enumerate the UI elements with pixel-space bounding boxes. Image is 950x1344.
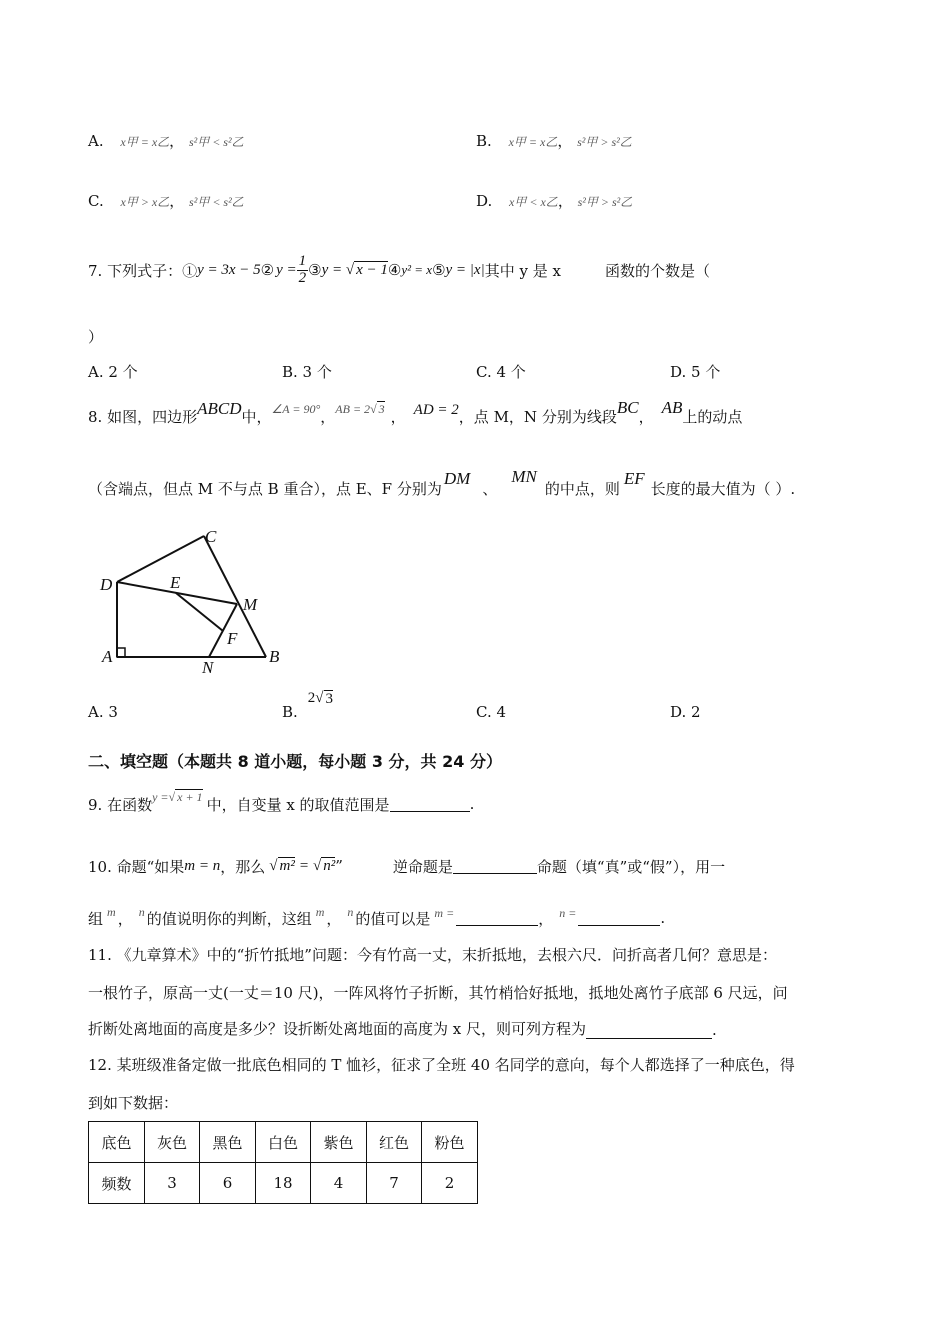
q7-option-a: A. 2 个 <box>88 363 138 381</box>
q8-option-b: B. 2 √ 3 <box>282 690 334 721</box>
table-row <box>89 1122 478 1163</box>
q10-m-value-blank[interactable] <box>456 911 538 926</box>
q9-answer-blank[interactable] <box>390 797 470 812</box>
label-n: N <box>202 658 214 677</box>
q7-option-b: B. 3 个 <box>282 363 332 381</box>
table-cell: 6 <box>200 1163 256 1204</box>
table-header-cell: 紫色 <box>311 1122 367 1163</box>
table-header-cell: 白色 <box>256 1122 311 1163</box>
q8-stem-line2: （含端点，但点 M 不与点 B 重合），点 E、F 分别为 DM 、 MN 的中点，则 EF 长度的最大值为（ ）. <box>88 467 796 498</box>
q11-line3: 折断处离地面的高度是多少？设折断处离地面的高度为 x 尺，则可列方程为 . <box>88 1020 717 1039</box>
segment-ef <box>176 593 223 631</box>
q8-option-d: D. 2 <box>670 703 701 721</box>
q6-option-a: A. x甲 = x乙， s²甲 < s²乙 <box>88 132 244 150</box>
q12-line2: 到如下数据： <box>88 1094 179 1112</box>
right-angle-mark <box>117 648 125 657</box>
table-cell: 3 <box>145 1163 200 1204</box>
q11-line1: 11. 《九章算术》中的“折竹抵地”问题：今有竹高一丈，末折抵地，去根六尺．问折高者几何？意思是： <box>88 946 777 964</box>
table-header-cell: 粉色 <box>422 1122 478 1163</box>
q8-stem-line1: 8. 如图，四边形 ABCD 中， ∠A = 90° ， AB = 2 √ 3 ， AD = 2 ，点 M，N 分别为线段 BC ， AB 上的动点 <box>88 398 743 426</box>
q12-line1: 12. 某班级准备定做一批底色相同的 T 恤衫，征求了全班 40 名同学的意向，每个人都选择了一种底色，得 <box>88 1056 795 1074</box>
table-header-cell: 灰色 <box>145 1122 200 1163</box>
label-a: A <box>102 647 113 666</box>
table-cell: 频数 <box>89 1163 145 1204</box>
q7-option-d: D. 5 个 <box>670 363 721 381</box>
q10-truth-blank[interactable] <box>453 859 537 874</box>
q7-stem: 7. 下列式子：① y = 3x − 5 ② y = $\frac{1}{2}$ ③ y = √ x − 1 ④ y² = x ⑤ y = |x| 其中 y 是 x 函数的个数是（ <box>88 252 710 286</box>
q7-option-c: C. 4 个 <box>476 363 526 381</box>
segment-cd <box>117 536 204 582</box>
q10-stem-line1: 10. 命题“如果 m = n ，那么 √ m² = √ n² ” 逆命题是 命题（填“真”或“假”），用一 <box>88 857 726 876</box>
q10-stem-line2: 组 m ， n 的值说明你的判断，这组 m ， n 的值可以是 m = ， n = . <box>88 904 666 928</box>
q11-equation-blank[interactable] <box>586 1024 712 1039</box>
q7-close: ） <box>88 328 104 346</box>
section-fill-in-heading: 二、填空题（本题共 8 道小题，每小题 3 分，共 24 分） <box>88 752 502 771</box>
q6-option-b: B. x甲 = x乙， s²甲 > s²乙 <box>476 132 632 150</box>
label-c: C <box>205 527 217 546</box>
table-header-cell: 红色 <box>367 1122 422 1163</box>
table-row <box>89 1163 478 1204</box>
table-header-cell: 黑色 <box>200 1122 256 1163</box>
q12-frequency-table <box>88 1121 478 1204</box>
label-b: B <box>269 647 280 666</box>
q9-stem: 9. 在函数 y = √ x + 1 中，自变量 x 的取值范围是 . <box>88 789 475 814</box>
table-header-cell: 底色 <box>89 1122 145 1163</box>
q7-fraction: $\frac{1}{2}$ <box>298 252 307 286</box>
table-cell: 2 <box>422 1163 478 1204</box>
label-d: D <box>100 575 113 594</box>
q11-line2: 一根竹子，原高一丈(一丈＝10 尺)，一阵风将竹子折断，其竹梢恰好抵地，抵地处离竹子底部 6 尺远，问 <box>88 984 788 1002</box>
table-cell: 18 <box>256 1163 311 1204</box>
label-e: E <box>170 573 181 592</box>
label-m: M <box>243 595 258 614</box>
q8-option-a: A. 3 <box>88 703 118 721</box>
q8-option-c: C. 4 <box>476 703 507 721</box>
q6-option-c: C. x甲 > x乙， s²甲 < s²乙 <box>88 192 244 210</box>
table-cell: 4 <box>311 1163 367 1204</box>
label-f: F <box>227 629 238 648</box>
q6-option-d: D. x甲 < x乙， s²甲 > s²乙 <box>476 192 633 210</box>
table-cell: 7 <box>367 1163 422 1204</box>
q10-n-value-blank[interactable] <box>578 911 660 926</box>
q8-figure <box>96 520 296 680</box>
